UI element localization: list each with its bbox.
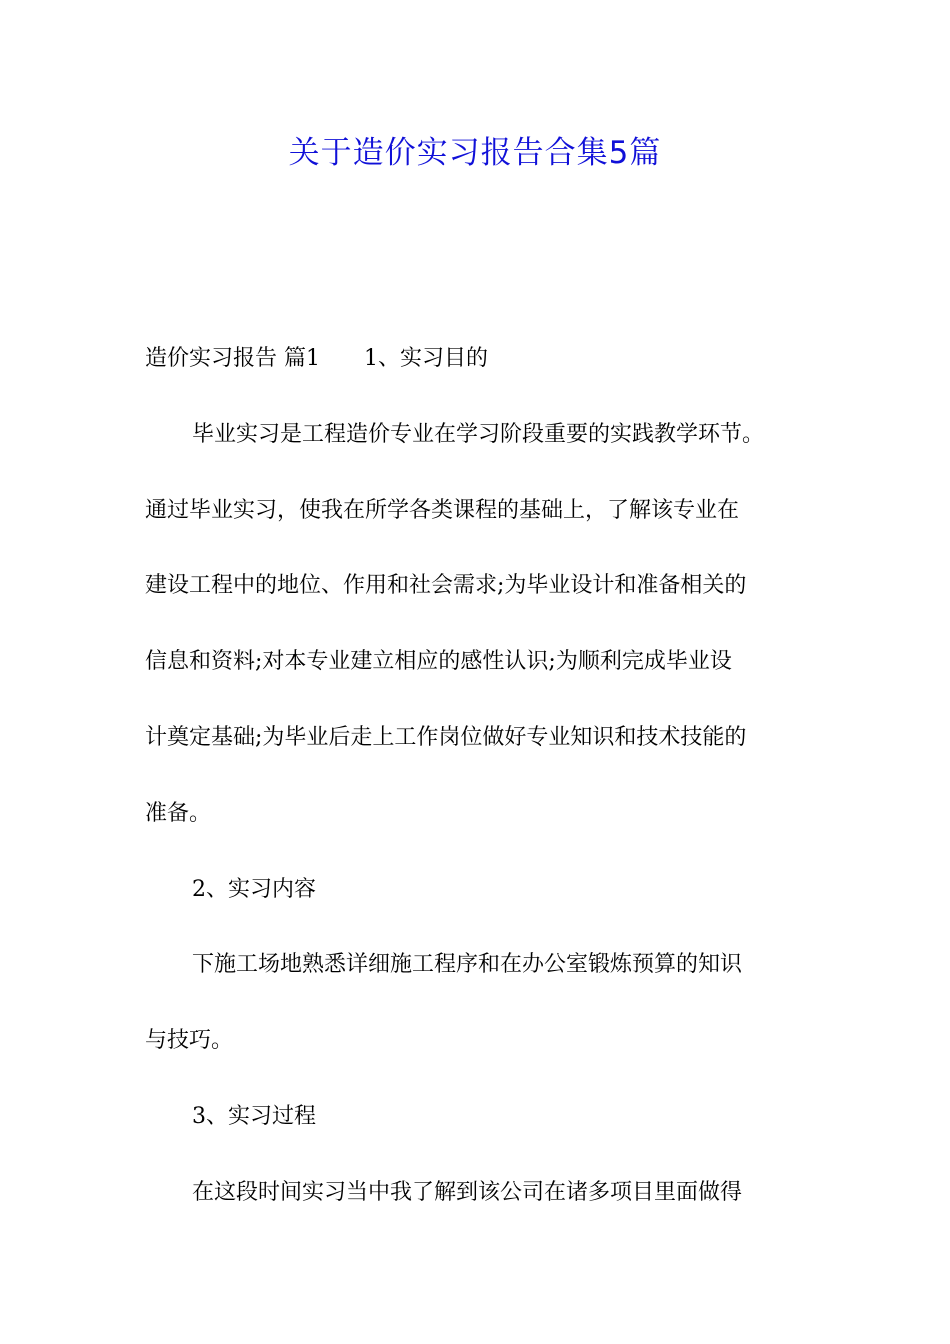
article-heading: 造价实习报告 篇1 <box>145 346 320 371</box>
paragraph-line: 建设工程中的地位、作用和社会需求;为毕业设计和准备相关的 <box>145 573 747 599</box>
paragraph-line: 与技巧。 <box>145 1028 234 1054</box>
paragraph-line: 信息和资料;对本专业建立相应的感性认识;为顺利完成毕业设 <box>145 649 732 675</box>
section-heading-process: 3、实习过程 <box>192 1103 316 1129</box>
paragraph-line: 计奠定基础;为毕业后走上工作岗位做好专业知识和技术技能的 <box>145 724 747 750</box>
document-title: 关于造价实习报告合集5篇 <box>288 135 662 171</box>
paragraph-line: 毕业实习是工程造价专业在学习阶段重要的实践教学环节。 <box>192 421 765 447</box>
paragraph-line: 准备。 <box>145 800 212 826</box>
paragraph-line: 通过毕业实习，使我在所学各类课程的基础上，了解该专业在 <box>145 497 740 523</box>
section-heading-purpose: 1、实习目的 <box>364 346 488 371</box>
paragraph-line: 下施工场地熟悉详细施工程序和在办公室锻炼预算的知识 <box>192 952 743 978</box>
paragraph-line: 在这段时间实习当中我了解到该公司在诸多项目里面做得 <box>192 1179 743 1205</box>
section-heading-content: 2、实习内容 <box>192 876 316 902</box>
document-body <box>145 338 815 1248</box>
paragraph-line <box>145 338 815 414</box>
